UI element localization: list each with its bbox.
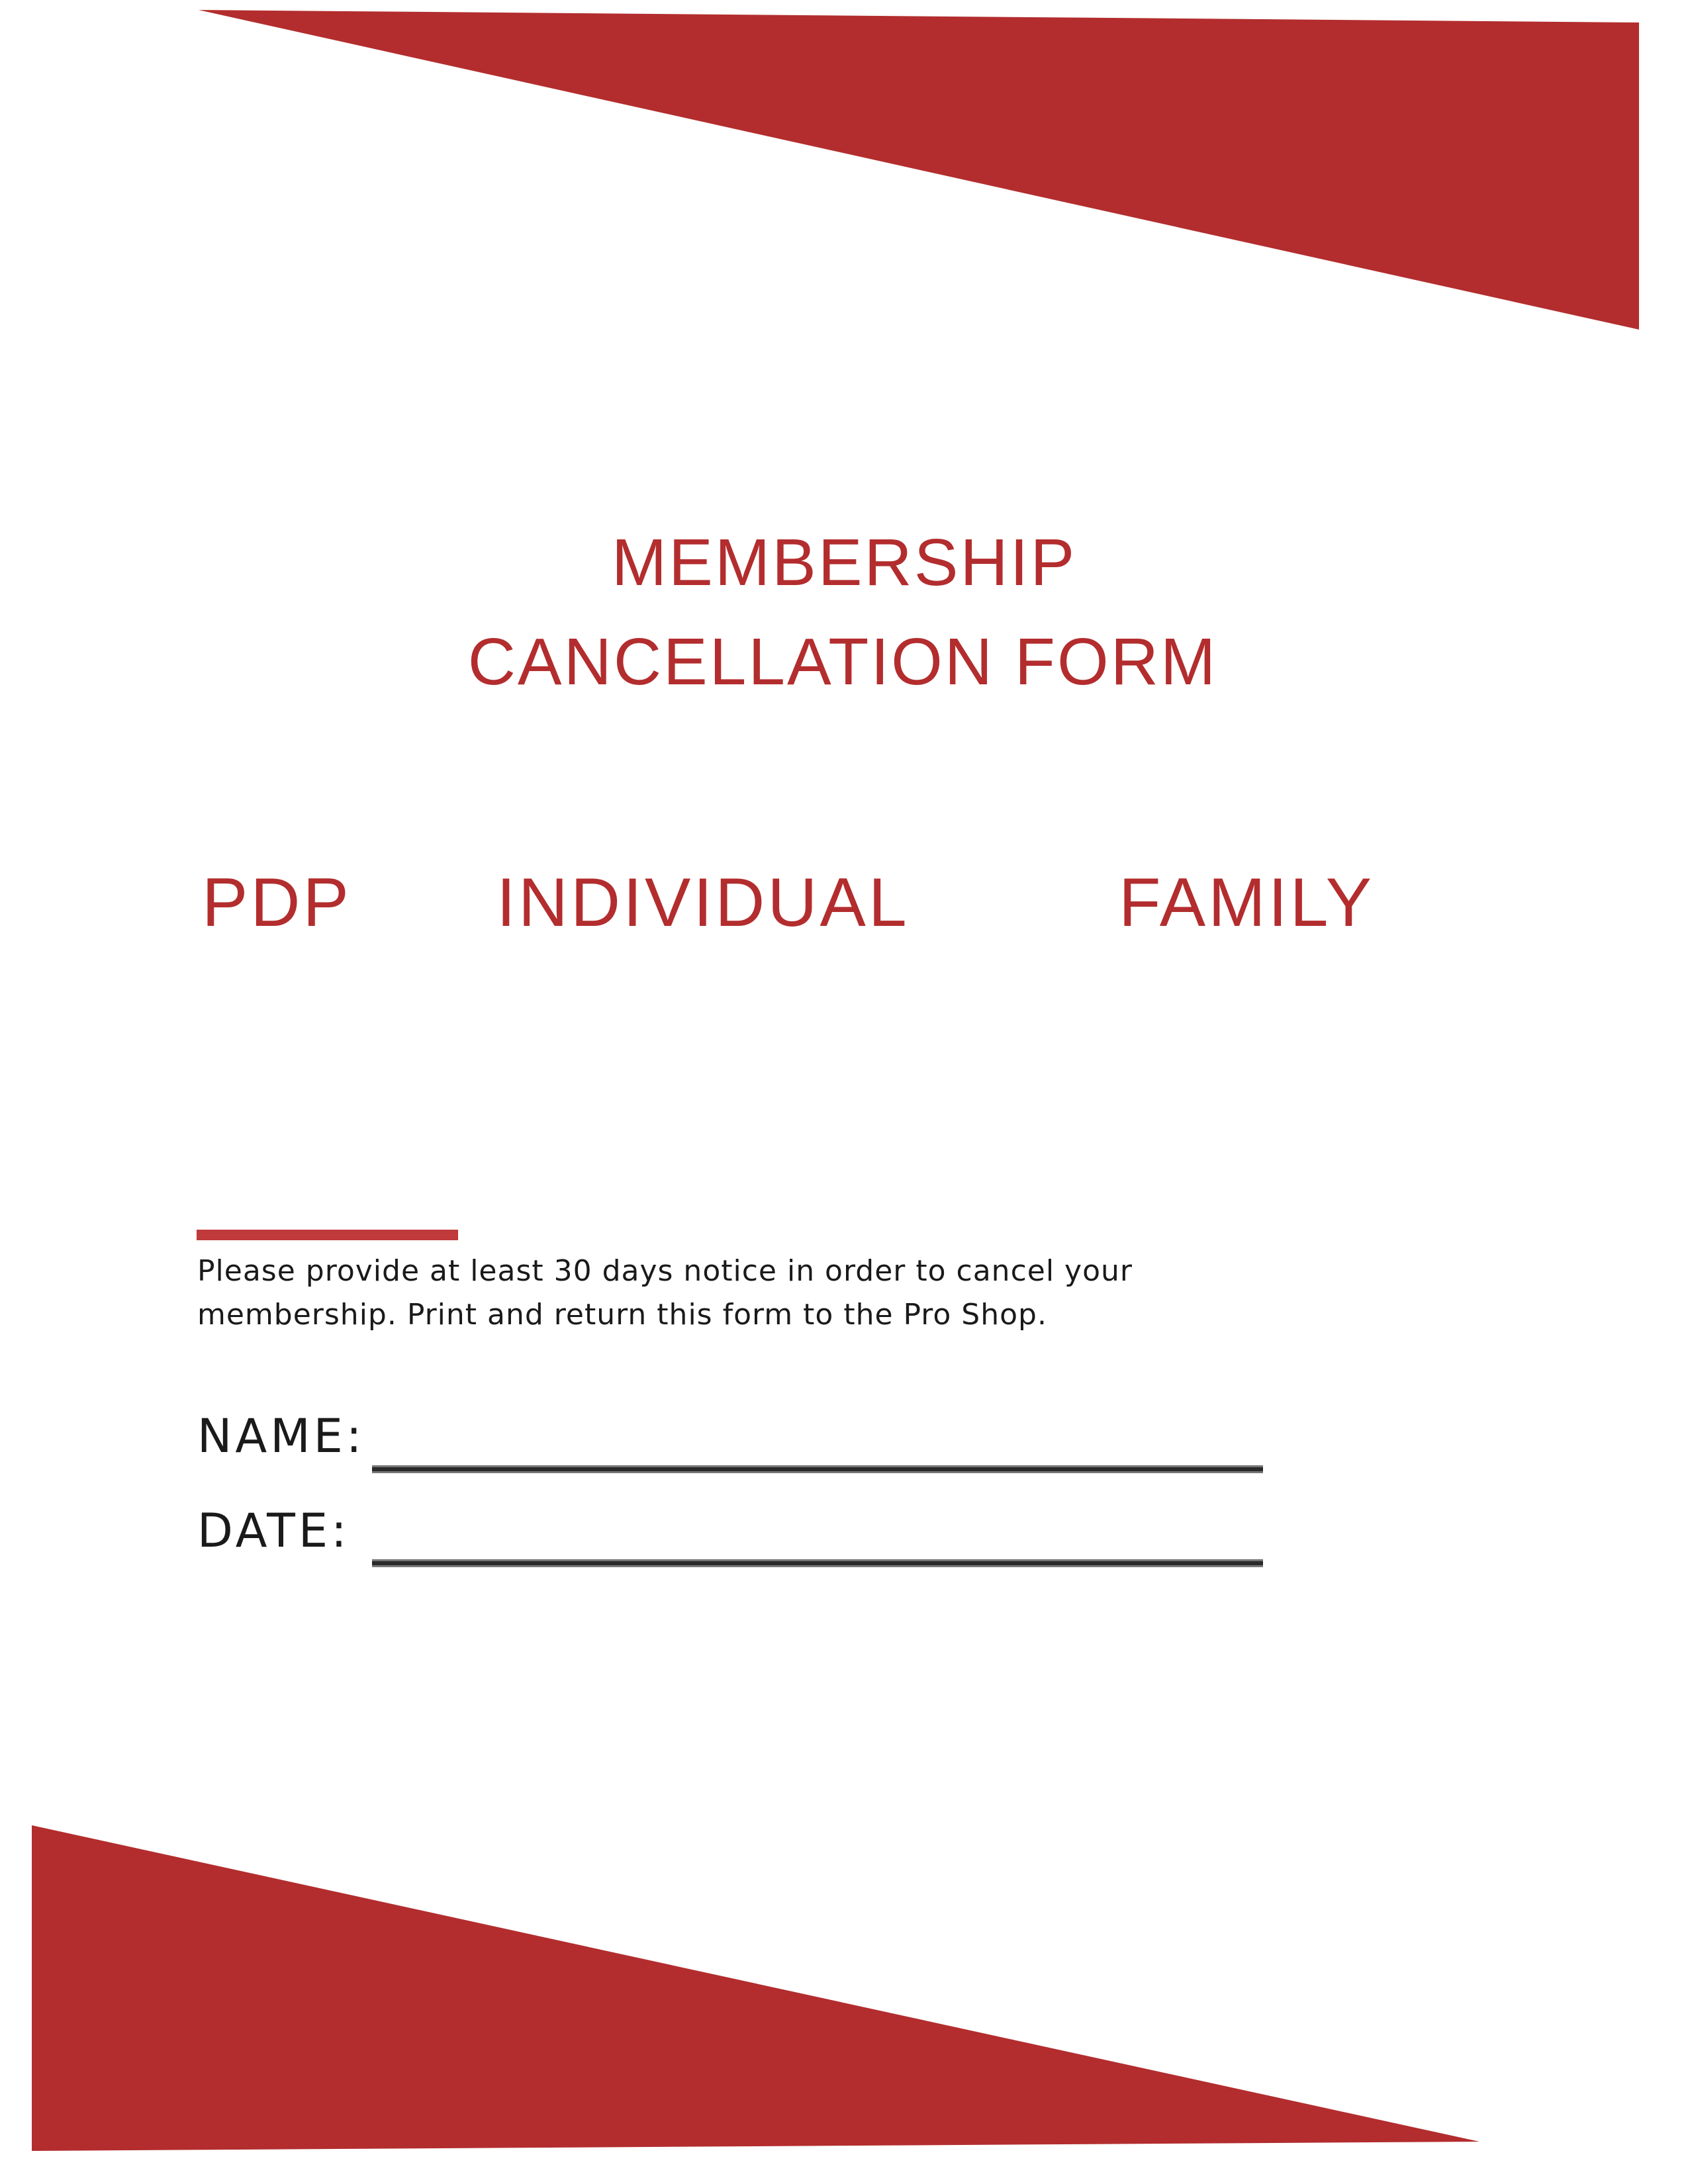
accent-bar	[197, 1230, 458, 1240]
membership-type-family: FAMILY	[1119, 864, 1375, 941]
name-field-line[interactable]	[372, 1465, 1263, 1473]
date-label: DATE:	[197, 1504, 350, 1558]
form-title-line1: MEMBERSHIP	[611, 525, 1077, 600]
date-field-line[interactable]	[372, 1559, 1263, 1567]
membership-type-individual: INDIVIDUAL	[496, 864, 910, 941]
form-title-line2: CANCELLATION FORM	[467, 625, 1218, 699]
bottom-red-wedge	[32, 1825, 1479, 2151]
name-label: NAME:	[197, 1409, 365, 1463]
membership-type-pdp: PDP	[202, 864, 352, 941]
cancellation-notice: Please provide at least 30 days notice in order to cancel your membership. Print and return this form to the Pro Shop.	[197, 1254, 1133, 1332]
top-red-wedge	[199, 10, 1639, 330]
